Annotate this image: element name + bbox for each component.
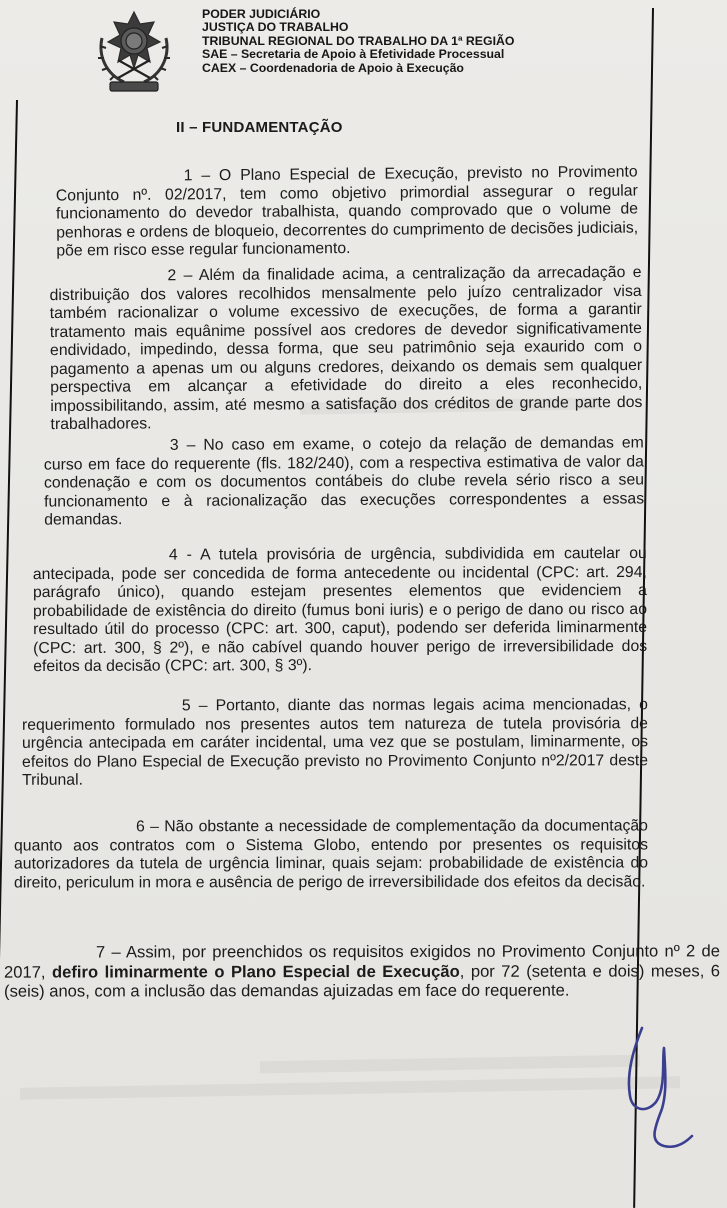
paragraph-7 bbox=[4, 941, 720, 1001]
paragraph-4 bbox=[33, 545, 647, 677]
paragraph-text: 4 - A tutela provisória de urgência, subdividida em cautelar ou antecipada, pode ser concedida de forma antecedente ou incidental (CPC: art. 294, parágrafo único), quando estejam presentes elementos que evidenciem a probabilidade de existência do direito (fumus boni iuris) e o perigo de dano ou risco ao resultado útil do processo (CPC: art. 300, caput), podendo ser deferida liminarmente (CPC: art. 300, § 2º), e não cabível quando houver perigo de irreversibilidade dos efeitos da decisão (CPC: art. 300, § 3º). bbox=[32, 544, 648, 676]
paragraph-text: 1 – O Plano Especial de Execução, previsto no Provimento Conjunto nº. 02/2017, tem como objetivo primordial assegurar o regular funcionamento do devedor trabalhista, quando comprovado que o volume de penhoras e ordens de bloqueio, decorrentes do cumprimento de decisões judiciais, põe em risco esse regular funcionamento. bbox=[55, 163, 639, 260]
paragraph-bold-text: defiro liminarmente o Plano Especial de Execução bbox=[51, 961, 460, 982]
header-line: SAE – Secretaria de Apoio à Efetividade Processual bbox=[202, 47, 505, 62]
header-line: TRIBUNAL REGIONAL DO TRABALHO DA 1ª REGIÃO bbox=[202, 33, 515, 48]
paragraph-text: 7 – Assim, por preenchidos os requisitos exigidos no Provimento Conjunto nº 2 de 2017, bbox=[3, 941, 720, 982]
header-line: JUSTIÇA DO TRABALHO bbox=[202, 20, 349, 35]
paragraph-5 bbox=[22, 696, 648, 790]
signature-icon bbox=[612, 1018, 702, 1158]
paragraph-text: , por 72 (setenta e dois) meses, 6 (seis) anos, com a inclusão das demandas ajuizadas em face do requerente. bbox=[4, 960, 721, 1001]
header-line: CAEX – Coordenadoria de Apoio à Execução bbox=[202, 60, 464, 75]
document-header bbox=[202, 8, 602, 75]
show-through-shadow bbox=[260, 1055, 640, 1074]
section-title: II – FUNDAMENTAÇÃO bbox=[176, 119, 343, 136]
paragraph-1 bbox=[56, 163, 639, 261]
show-through-shadow bbox=[20, 1076, 680, 1100]
paragraph-3 bbox=[44, 434, 644, 530]
coat-of-arms-icon bbox=[88, 8, 180, 100]
paragraph-text: 5 – Portanto, diante das normas legais acima mencionadas, o requerimento formulado nos presentes autos tem natureza de tutela provisória de urgência antecipada em caráter incidental, uma vez que se postulam, liminarmente, os efeitos do Plano Especial de Execução previsto no Provimento Conjunto nº2/2017 deste Tribunal. bbox=[21, 696, 649, 789]
paragraph-text: 6 – Não obstante a necessidade de complementação da documentação quanto aos contratos com o Sistema Globo, entendo por presentes os requisitos autorizadores da tutela de urgência liminar, quais sejam: probabilidade de existência do direito, periculum in mora e ausência de perigo de irreversibilidade dos efeitos da decisão. bbox=[13, 817, 649, 892]
paragraph-6 bbox=[14, 817, 648, 892]
header-line: PODER JUDICIÁRIO bbox=[202, 7, 321, 21]
paragraph-text: 2 – Além da finalidade acima, a centralização da arrecadação e distribuição dos valores recolhidos mensalmente pelo juízo centralizador visa também racionalizar o volume excessivo de execuções, de forma a garantir tratamento mais equânime possível aos credores de devedor significativamente endividado, impedindo, dessa forma, que seu patrimônio seja exaurido com o pagamento a apenas um ou alguns credores, deixando os demais sem qualquer perspectiva em alcançar a efetividade do direito a eles reconhecido, impossibilitando, assim, até mesmo a satisfação dos créditos de grande parte dos trabalhadores. bbox=[49, 263, 643, 434]
paragraph-text: 3 – No caso em exame, o cotejo da relação de demandas em curso em face do requerente (fls. 182/240), com a respectiva estimativa de valor da condenação e com os documentos contábeis do clube revela sério risco a seu funcionamento e à racionalização das execuções correspondentes a essas demandas. bbox=[43, 434, 645, 529]
